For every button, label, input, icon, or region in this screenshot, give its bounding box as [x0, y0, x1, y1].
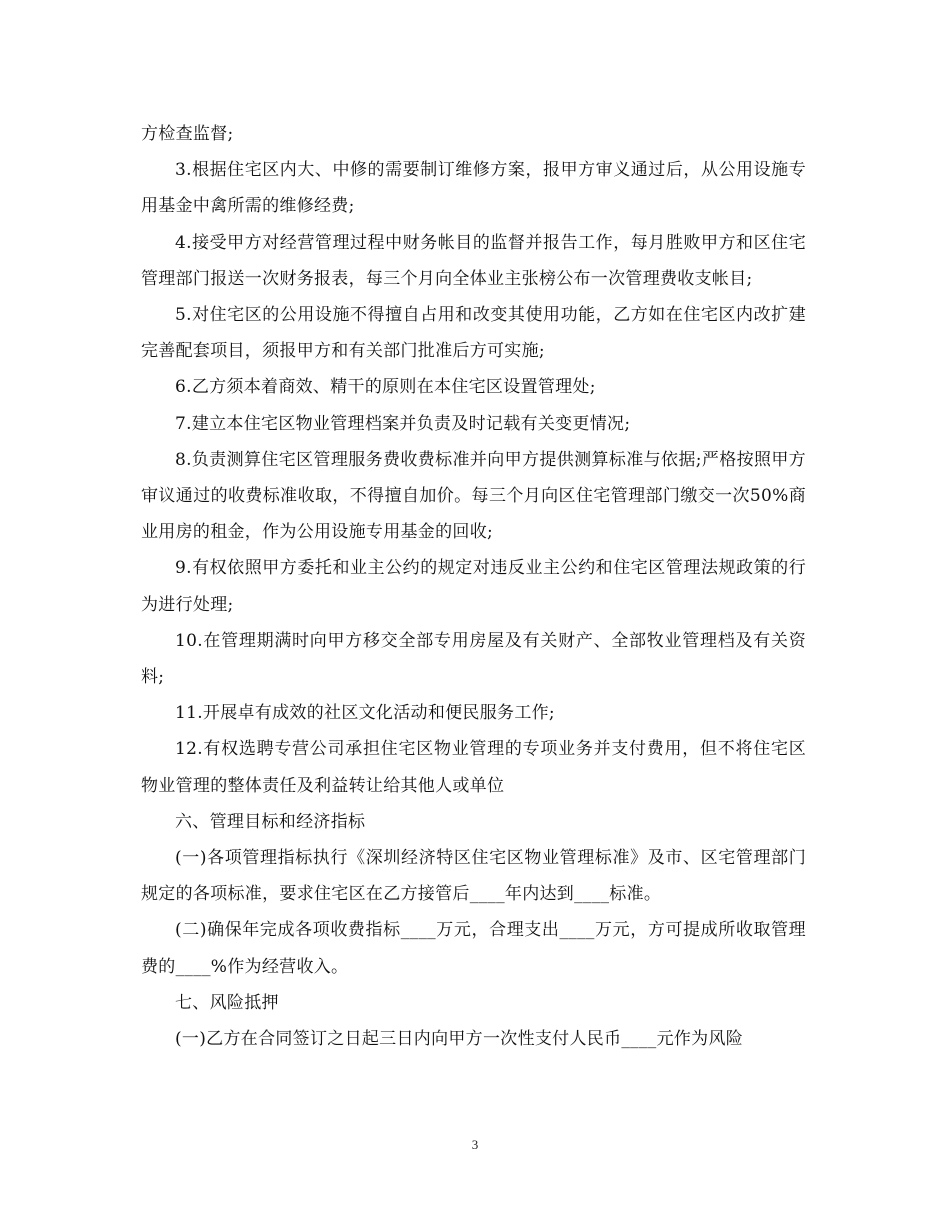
paragraph-section6-item2: (二)确保年完成各项收费指标____万元，合理支出____万元，方可提成所收取管理费的____%作为经营收入。 [141, 920, 806, 977]
paragraph-clause-8: 8.负责测算住宅区管理服务费收费标准并向甲方提供测算标准与依据;严格按照甲方审议通过的收费标准收取，不得擅自加价。每三个月向区住宅管理部门缴交一次50%商业用房的租金，作为公用设施专用基金的回收; [141, 449, 806, 543]
paragraph-0: 方检查监督; [141, 124, 234, 144]
paragraph-clause-6: 6.乙方须本着商效、精干的原则在本住宅区设置管理处; [175, 377, 596, 398]
section-heading-6: 六、管理目标和经济指标 [175, 811, 366, 832]
paragraph-clause-10: 10.在管理期满时向甲方移交全部专用房屋及有关财产、全部牧业管理档及有关资料; [141, 630, 806, 688]
paragraph-clause-4: 4.接受甲方对经营管理过程中财务帐目的监督并报告工作，每月胜败甲方和区住宅管理部门报送一次财务报表，每三个月向全体业主张榜公布一次管理费收支帐目; [141, 232, 806, 289]
paragraph-clause-3: 3.根据住宅区内大、中修的需要制订维修方案，报甲方审义通过后，从公用设施专用基金中禽所需的维修经费; [141, 160, 806, 217]
paragraph-section7-item1: (一)乙方在合同签订之日起三日内向甲方一次性支付人民币____元作为风险 [175, 1029, 744, 1050]
document-body [141, 116, 806, 1057]
page-number: 3 [471, 1137, 479, 1152]
paragraph-clause-11: 11.开展卓有成效的社区文化活动和便民服务工作; [175, 703, 555, 724]
section-heading-7: 七、风险抵押 [175, 992, 279, 1013]
paragraph-clause-9: 9.有权依照甲方委托和业主公约的规定对违反业主公约和住宅区管理法规政策的行为进行处理; [141, 558, 806, 615]
paragraph-clause-5: 5.对住宅区的公用设施不得擅自占用和改变其使用功能，乙方如在住宅区内改扩建完善配套项目，须报甲方和有关部门批准后方可实施; [141, 305, 806, 362]
paragraph-clause-12: 12.有权选聘专营公司承担住宅区物业管理的专项业务并支付费用，但不将住宅区物业管理的整体责任及利益转让给其他人或单位 [141, 739, 806, 796]
paragraph-section6-item1: (一)各项管理指标执行《深圳经济特区住宅区物业管理标准》及市、区宅管理部门规定的各项标准，要求住宅区在乙方接管后____年内达到____标准。 [141, 848, 806, 905]
paragraph-clause-7: 7.建立本住宅区物业管理档案并负责及时记载有关变更情况; [175, 413, 631, 434]
